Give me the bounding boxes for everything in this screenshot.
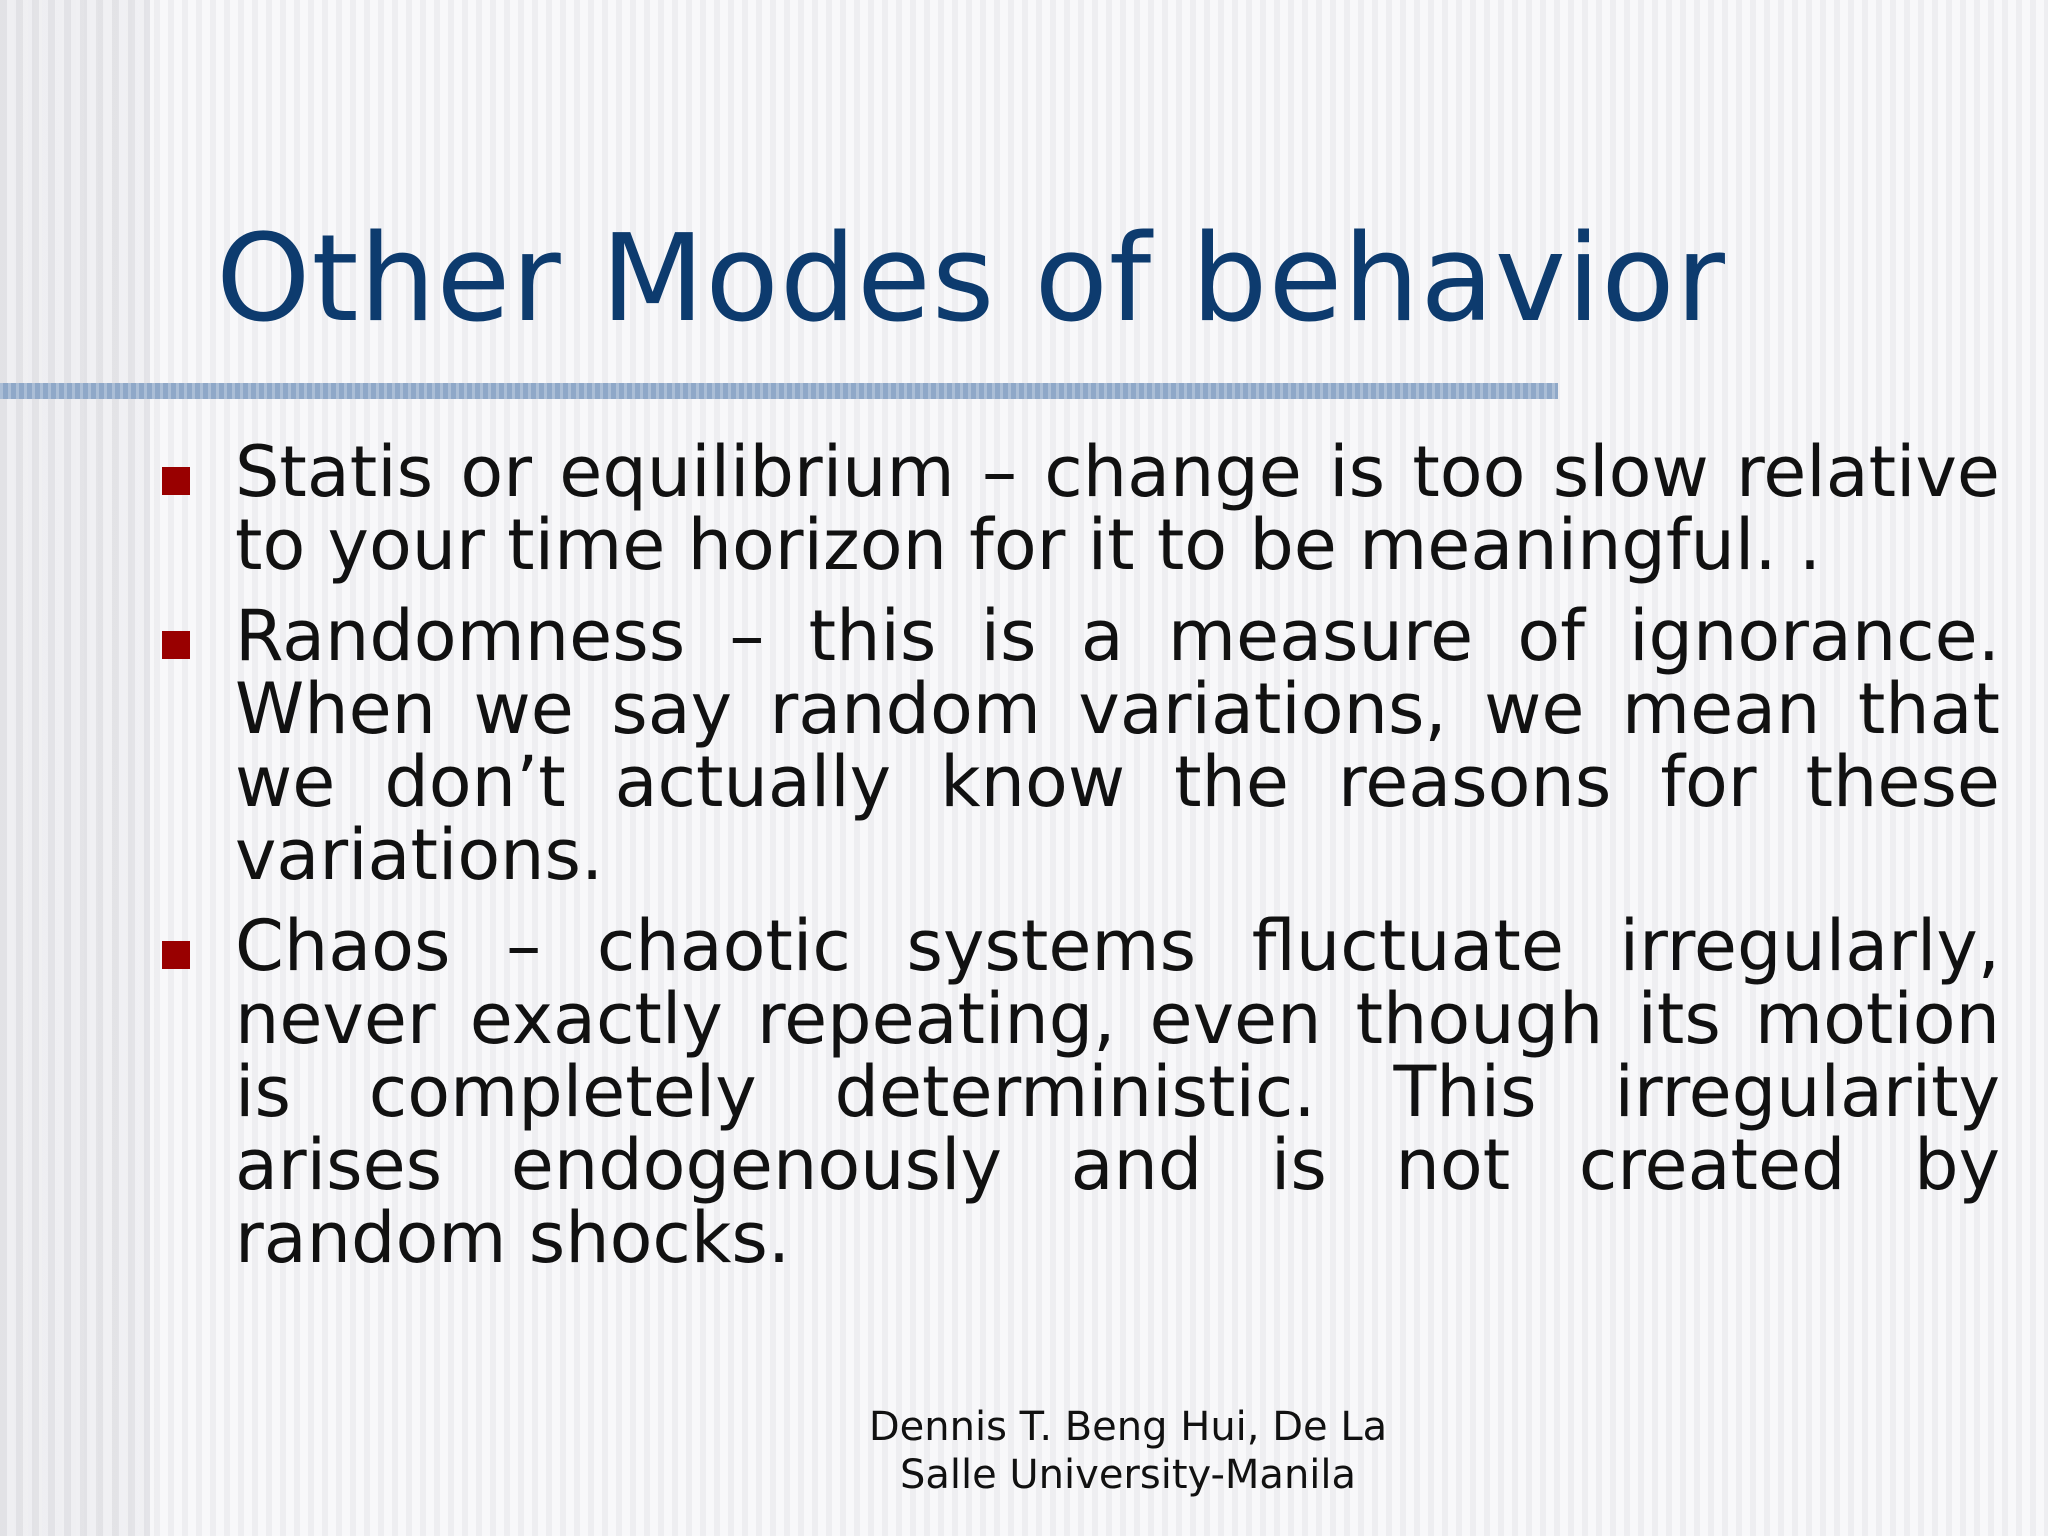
bullet-item-stasis (160, 431, 2000, 586)
bullet-text: Randomness – this is a measure of ignorance. When we say random variations, we mean that we don’t actually know the reasons for these variations. (235, 595, 2000, 896)
slide-title: Other Modes of behavior (216, 210, 1726, 349)
bullet-list (160, 431, 2000, 1293)
footer-line-1: Dennis T. Beng Hui, De La (868, 1404, 1388, 1450)
footer-line-2: Salle University-Manila (899, 1452, 1357, 1498)
slide-footer (800, 1403, 1456, 1499)
bullet-text: Statis or equilibrium – change is too slow relative to your time horizon for it to be meaningful. . (235, 431, 2000, 586)
square-bullet-icon (162, 467, 190, 495)
bullet-item-chaos (160, 905, 2000, 1279)
bullet-item-randomness (160, 595, 2000, 896)
background-stripe-band (0, 0, 150, 1536)
square-bullet-icon (162, 631, 190, 659)
square-bullet-icon (162, 941, 190, 969)
title-divider (0, 383, 1558, 399)
bullet-text: Chaos – chaotic systems fluctuate irregularly, never exactly repeating, even though its motion is completely deterministic. This irregularity arises endogenously and is not created by random shocks. (235, 905, 2000, 1279)
